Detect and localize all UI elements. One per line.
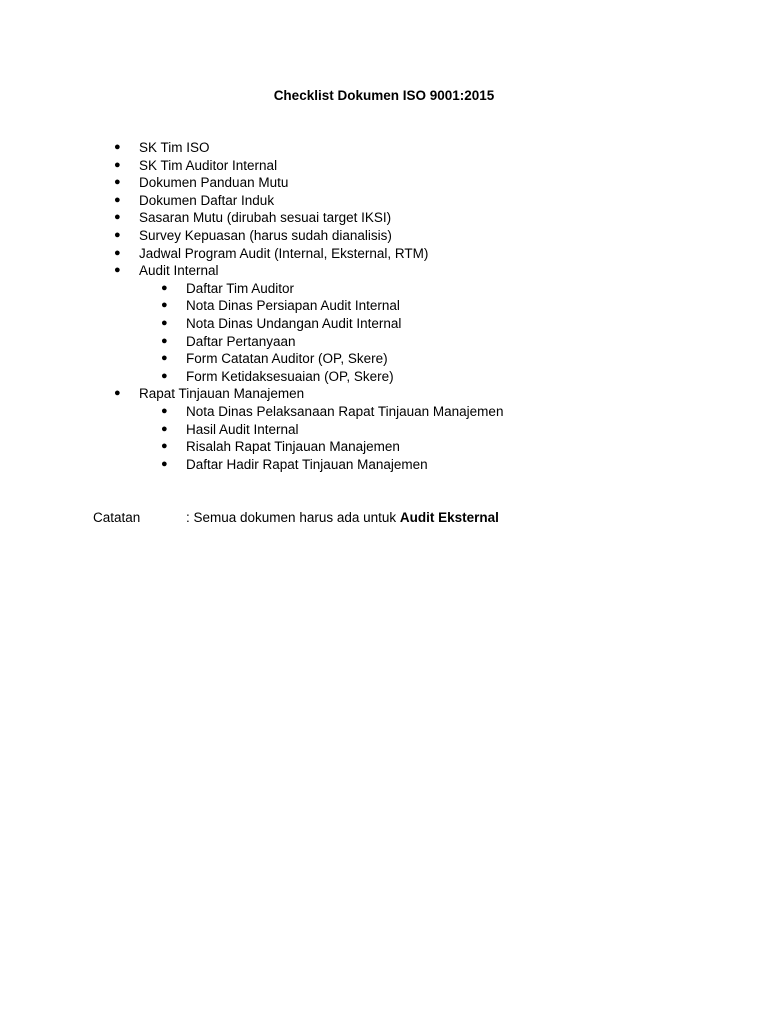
sub-checklist — [139, 403, 503, 473]
bullet-icon: ● — [161, 422, 168, 435]
sub-checklist — [139, 280, 503, 386]
sub-checklist-item-label: Daftar Hadir Rapat Tinjauan Manajemen — [186, 456, 428, 472]
checklist — [0, 139, 503, 473]
sub-checklist-item — [0, 403, 503, 421]
checklist-item — [0, 157, 503, 175]
checklist-item — [0, 174, 503, 192]
checklist-item — [0, 245, 503, 263]
checklist-item — [0, 192, 503, 210]
bullet-icon: ● — [114, 158, 121, 171]
checklist-item-label: SK Tim ISO — [139, 140, 210, 155]
sub-checklist-item — [0, 456, 503, 474]
note-emphasis: Audit Eksternal — [399, 510, 499, 525]
bullet-icon: ● — [161, 299, 168, 312]
checklist-item — [0, 139, 503, 157]
checklist-item-label: Survey Kepuasan (harus sudah dianalisis) — [139, 227, 392, 243]
checklist-item-rapat-tinjauan — [0, 385, 503, 473]
sub-checklist-item-label: Hasil Audit Internal — [186, 421, 299, 437]
sub-checklist-item — [0, 421, 503, 439]
sub-checklist-item-label: Nota Dinas Pelaksanaan Rapat Tinjauan Manajemen — [186, 403, 504, 419]
bullet-icon: ● — [114, 387, 121, 400]
sub-checklist-item-label: Form Catatan Auditor (OP, Skere) — [186, 351, 388, 367]
sub-checklist-item-label: Daftar Pertanyaan — [186, 333, 296, 349]
bullet-icon: ● — [114, 211, 121, 224]
document-title: Checklist Dokumen ISO 9001:2015 — [273, 88, 495, 103]
bullet-icon: ● — [161, 281, 168, 294]
checklist-item — [0, 209, 503, 227]
sub-checklist-item — [0, 315, 503, 333]
checklist-item-label: Dokumen Panduan Mutu — [139, 175, 289, 191]
sub-checklist-item-label: Form Ketidaksesuaian (OP, Skere) — [186, 368, 394, 384]
bullet-icon: ● — [114, 193, 121, 206]
sub-checklist-item-label: Risalah Rapat Tinjauan Manajemen — [186, 439, 400, 455]
sub-checklist-item-label: Nota Dinas Persiapan Audit Internal — [186, 298, 400, 314]
checklist-item-label: Rapat Tinjauan Manajemen — [139, 386, 305, 402]
sub-checklist-item — [0, 333, 503, 351]
note-text: : Semua dokumen harus ada untuk — [186, 510, 400, 525]
bullet-icon: ● — [161, 440, 168, 453]
note-label: Catatan — [93, 510, 141, 525]
sub-checklist-item — [0, 297, 503, 315]
checklist-item-label: Audit Internal — [139, 263, 219, 279]
bullet-icon: ● — [114, 246, 121, 259]
sub-checklist-item-label: Daftar Tim Auditor — [186, 280, 295, 296]
checklist-item-label: Dokumen Daftar Induk — [139, 192, 275, 208]
checklist-item-label: SK Tim Auditor Internal — [139, 157, 278, 173]
bullet-icon: ● — [114, 228, 121, 241]
checklist-item-audit-internal — [0, 262, 503, 385]
sub-checklist-item — [0, 350, 503, 368]
bullet-icon: ● — [161, 369, 168, 382]
bullet-icon: ● — [114, 141, 121, 153]
bullet-icon: ● — [161, 457, 168, 470]
bullet-icon: ● — [161, 316, 168, 329]
sub-checklist-item — [0, 280, 503, 298]
checklist-item-label: Jadwal Program Audit (Internal, Eksternal, RTM) — [139, 245, 429, 261]
bullet-icon: ● — [161, 334, 168, 347]
bullet-icon: ● — [114, 176, 121, 189]
bullet-icon: ● — [161, 352, 168, 365]
checklist-item-label: Sasaran Mutu (dirubah sesuai target IKSI) — [139, 210, 392, 226]
checklist-item — [0, 227, 503, 245]
sub-checklist-item — [0, 368, 503, 386]
bullet-icon: ● — [114, 264, 121, 277]
note-line — [93, 509, 499, 527]
bullet-icon: ● — [161, 404, 168, 417]
sub-checklist-item-label: Nota Dinas Undangan Audit Internal — [186, 315, 402, 331]
sub-checklist-item — [0, 438, 503, 456]
